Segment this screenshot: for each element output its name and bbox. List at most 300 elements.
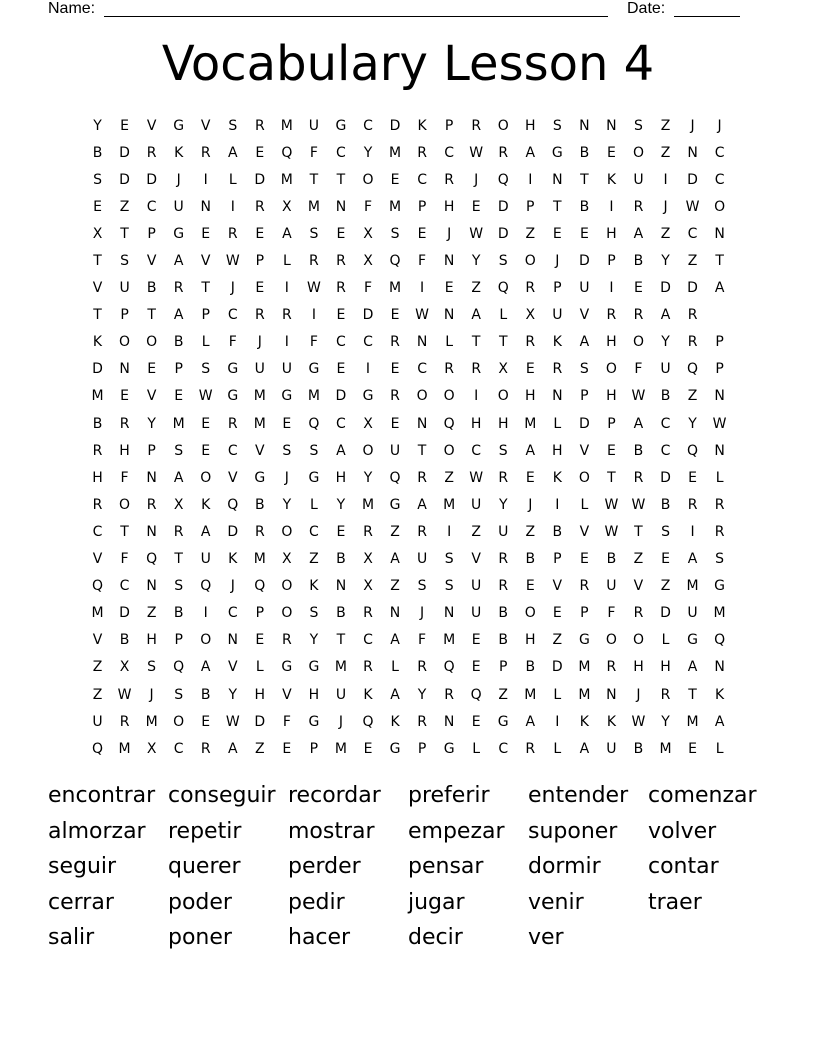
grid-letter[interactable]: R (417, 523, 427, 540)
grid-letter[interactable]: S (201, 361, 211, 378)
grid-letter[interactable]: V (579, 523, 590, 540)
grid-letter[interactable]: U (579, 280, 590, 297)
grid-letter[interactable]: R (687, 334, 698, 351)
grid-letter[interactable]: U (606, 740, 617, 757)
grid-letter[interactable]: W (604, 523, 619, 540)
grid-letter[interactable]: P (580, 605, 589, 622)
grid-letter[interactable]: Y (93, 117, 102, 134)
grid-letter[interactable]: G (254, 469, 266, 486)
grid-letter[interactable]: R (633, 605, 644, 622)
grid-letter[interactable]: J (257, 334, 262, 351)
grid-letter[interactable]: M (172, 415, 185, 432)
grid-letter[interactable]: A (525, 144, 536, 161)
grid-letter[interactable]: R (254, 307, 265, 324)
grid-letter[interactable]: Z (471, 523, 481, 540)
grid-letter[interactable]: E (606, 144, 616, 161)
grid-letter[interactable]: T (688, 686, 697, 703)
grid-letter[interactable]: S (498, 253, 508, 270)
grid-letter[interactable]: Q (687, 442, 699, 459)
grid-letter[interactable]: S (174, 578, 184, 595)
grid-letter[interactable]: L (715, 469, 724, 486)
grid-letter[interactable]: D (254, 171, 266, 188)
grid-letter[interactable]: E (201, 442, 211, 459)
grid-letter[interactable]: F (120, 469, 129, 486)
grid-letter[interactable]: F (634, 361, 643, 378)
grid-letter[interactable]: G (308, 659, 320, 676)
grid-letter[interactable]: E (471, 659, 481, 676)
grid-letter[interactable]: R (687, 496, 698, 513)
grid-letter[interactable]: Z (390, 523, 400, 540)
grid-letter[interactable]: D (335, 388, 347, 405)
grid-letter[interactable]: I (528, 171, 533, 188)
grid-letter[interactable]: R (363, 659, 373, 676)
grid-letter[interactable]: Y (147, 415, 156, 432)
grid-letter[interactable]: C (498, 740, 509, 757)
grid-letter[interactable]: A (687, 659, 698, 676)
grid-letter[interactable]: T (417, 442, 427, 459)
grid-letter[interactable]: R (254, 117, 265, 134)
grid-letter[interactable]: E (471, 713, 481, 730)
grid-letter[interactable]: R (227, 415, 238, 432)
grid-letter[interactable]: P (147, 225, 156, 242)
grid-letter[interactable]: J (420, 605, 425, 622)
grid-letter[interactable]: W (631, 388, 646, 405)
grid-letter[interactable]: N (335, 578, 347, 595)
grid-letter[interactable]: O (714, 198, 726, 215)
grid-letter[interactable]: I (230, 198, 235, 215)
grid-letter[interactable]: O (497, 388, 509, 405)
grid-letter[interactable]: B (633, 253, 644, 270)
grid-letter[interactable]: Q (714, 632, 726, 649)
grid-letter[interactable]: T (93, 307, 102, 324)
grid-letter[interactable]: C (471, 442, 482, 459)
grid-letter[interactable]: D (227, 523, 239, 540)
grid-letter[interactable]: J (636, 686, 641, 703)
grid-letter[interactable]: G (389, 740, 401, 757)
grid-letter[interactable]: E (120, 388, 129, 405)
grid-letter[interactable]: G (389, 496, 401, 513)
grid-letter[interactable]: A (390, 686, 400, 703)
grid-letter[interactable]: R (660, 686, 671, 703)
grid-letter[interactable]: H (660, 659, 671, 676)
grid-letter[interactable]: T (634, 523, 643, 540)
grid-letter[interactable]: E (444, 280, 454, 297)
grid-letter[interactable]: T (120, 523, 129, 540)
grid-letter[interactable]: B (173, 605, 184, 622)
grid-letter[interactable]: C (660, 415, 671, 432)
grid-letter[interactable]: R (498, 144, 509, 161)
grid-letter[interactable]: S (444, 578, 454, 595)
grid-letter[interactable]: H (92, 469, 103, 486)
grid-letter[interactable]: L (391, 659, 399, 676)
grid-letter[interactable]: R (471, 117, 482, 134)
grid-letter[interactable]: E (255, 280, 265, 297)
grid-letter[interactable]: A (417, 496, 427, 513)
grid-letter[interactable]: Y (363, 469, 373, 486)
grid-letter[interactable]: I (203, 171, 208, 188)
grid-letter[interactable]: S (282, 442, 292, 459)
grid-letter[interactable]: Q (173, 659, 185, 676)
grid-letter[interactable]: Y (498, 496, 508, 513)
grid-letter[interactable]: U (119, 280, 130, 297)
grid-letter[interactable]: O (605, 632, 617, 649)
grid-letter[interactable]: S (174, 686, 184, 703)
grid-letter[interactable]: M (307, 388, 320, 405)
grid-letter[interactable]: R (363, 605, 373, 622)
grid-letter[interactable]: N (443, 605, 455, 622)
grid-letter[interactable]: E (688, 469, 697, 486)
grid-letter[interactable]: O (119, 496, 131, 513)
grid-letter[interactable]: B (255, 496, 265, 513)
grid-letter[interactable]: A (579, 334, 590, 351)
grid-letter[interactable]: N (714, 659, 725, 676)
grid-letter[interactable]: O (362, 171, 374, 188)
grid-letter[interactable]: Q (362, 713, 374, 730)
grid-letter[interactable]: R (525, 334, 536, 351)
grid-letter[interactable]: C (660, 442, 671, 459)
grid-letter[interactable]: E (282, 415, 292, 432)
grid-letter[interactable]: E (688, 740, 697, 757)
grid-letter[interactable]: P (174, 632, 183, 649)
grid-letter[interactable]: P (553, 280, 562, 297)
grid-letter[interactable]: W (685, 198, 700, 215)
grid-letter[interactable]: Y (471, 253, 481, 270)
grid-letter[interactable]: M (307, 198, 320, 215)
date-blank-line[interactable] (674, 16, 740, 17)
grid-letter[interactable]: X (146, 740, 157, 757)
grid-letter[interactable]: G (227, 388, 239, 405)
grid-letter[interactable]: N (227, 632, 238, 649)
grid-letter[interactable]: P (147, 442, 156, 459)
grid-letter[interactable]: R (200, 144, 211, 161)
grid-letter[interactable]: A (390, 551, 400, 568)
grid-letter[interactable]: E (93, 198, 102, 215)
grid-letter[interactable]: R (633, 307, 644, 324)
grid-letter[interactable]: N (146, 578, 157, 595)
grid-letter[interactable]: G (227, 361, 239, 378)
grid-letter[interactable]: L (472, 740, 481, 757)
grid-letter[interactable]: O (200, 632, 212, 649)
grid-letter[interactable]: L (309, 496, 318, 513)
grid-letter[interactable]: N (200, 198, 211, 215)
grid-letter[interactable]: Y (661, 713, 670, 730)
grid-letter[interactable]: O (362, 442, 374, 459)
grid-letter[interactable]: B (498, 632, 509, 649)
grid-letter[interactable]: V (146, 253, 157, 270)
grid-letter[interactable]: I (311, 307, 316, 324)
grid-letter[interactable]: O (632, 334, 644, 351)
grid-letter[interactable]: G (551, 144, 563, 161)
grid-letter[interactable]: D (578, 415, 590, 432)
grid-letter[interactable]: Q (281, 144, 293, 161)
grid-letter[interactable]: A (200, 523, 211, 540)
grid-letter[interactable]: W (415, 307, 429, 324)
grid-letter[interactable]: R (119, 415, 130, 432)
grid-letter[interactable]: D (389, 117, 401, 134)
name-blank-line[interactable] (104, 16, 608, 17)
grid-letter[interactable]: C (227, 307, 238, 324)
grid-letter[interactable]: R (146, 496, 157, 513)
grid-letter[interactable]: N (714, 225, 725, 242)
grid-letter[interactable]: P (309, 740, 319, 757)
grid-letter[interactable]: H (443, 198, 455, 215)
grid-letter[interactable]: U (660, 361, 671, 378)
grid-letter[interactable]: N (714, 442, 725, 459)
grid-letter[interactable]: T (93, 253, 102, 270)
grid-letter[interactable]: D (687, 171, 698, 188)
grid-letter[interactable]: B (200, 686, 211, 703)
grid-letter[interactable]: K (417, 117, 427, 134)
grid-letter[interactable]: F (363, 198, 373, 215)
grid-letter[interactable]: L (282, 253, 291, 270)
grid-letter[interactable]: D (578, 253, 590, 270)
grid-letter[interactable]: O (281, 523, 293, 540)
grid-letter[interactable]: Y (688, 415, 697, 432)
grid-letter[interactable]: Z (660, 117, 671, 134)
grid-letter[interactable]: H (254, 686, 266, 703)
grid-letter[interactable]: E (579, 551, 589, 568)
grid-letter[interactable]: N (579, 117, 590, 134)
grid-letter[interactable]: C (227, 442, 238, 459)
grid-letter[interactable]: M (713, 605, 726, 622)
grid-letter[interactable]: E (336, 225, 346, 242)
grid-letter[interactable]: E (336, 361, 346, 378)
grid-letter[interactable]: H (308, 686, 320, 703)
grid-letter[interactable]: X (282, 551, 292, 568)
grid-letter[interactable]: A (633, 225, 644, 242)
grid-letter[interactable]: F (418, 632, 427, 649)
grid-letter[interactable]: R (525, 740, 536, 757)
grid-letter[interactable]: U (471, 496, 482, 513)
grid-letter[interactable]: E (606, 442, 616, 459)
grid-letter[interactable]: S (174, 442, 184, 459)
grid-letter[interactable]: H (525, 388, 536, 405)
grid-letter[interactable]: M (524, 415, 537, 432)
grid-letter[interactable]: S (390, 225, 400, 242)
grid-letter[interactable]: T (471, 334, 481, 351)
grid-letter[interactable]: B (92, 415, 103, 432)
grid-letter[interactable]: B (119, 632, 130, 649)
grid-letter[interactable]: R (444, 686, 454, 703)
grid-letter[interactable]: I (284, 280, 289, 297)
grid-letter[interactable]: Z (687, 388, 698, 405)
grid-letter[interactable]: O (281, 605, 293, 622)
grid-letter[interactable]: Q (470, 686, 482, 703)
grid-letter[interactable]: M (280, 117, 293, 134)
grid-letter[interactable]: E (525, 361, 535, 378)
grid-letter[interactable]: C (363, 334, 373, 351)
grid-letter[interactable]: B (606, 551, 617, 568)
grid-letter[interactable]: T (336, 171, 346, 188)
grid-letter[interactable]: A (471, 307, 481, 324)
grid-letter[interactable]: C (309, 523, 319, 540)
grid-letter[interactable]: B (633, 740, 644, 757)
grid-letter[interactable]: R (444, 171, 454, 188)
grid-letter[interactable]: T (336, 632, 346, 649)
grid-letter[interactable]: N (146, 469, 157, 486)
grid-letter[interactable]: L (445, 334, 454, 351)
grid-letter[interactable]: A (200, 659, 211, 676)
grid-letter[interactable]: J (338, 713, 344, 730)
grid-letter[interactable]: L (553, 740, 562, 757)
grid-letter[interactable]: D (119, 144, 130, 161)
grid-letter[interactable]: V (471, 551, 481, 568)
grid-letter[interactable]: V (227, 469, 238, 486)
grid-letter[interactable]: P (580, 388, 589, 405)
grid-letter[interactable]: P (444, 117, 454, 134)
grid-letter[interactable]: C (363, 117, 373, 134)
grid-letter[interactable]: X (119, 659, 130, 676)
grid-letter[interactable]: S (552, 117, 562, 134)
grid-letter[interactable]: R (92, 496, 103, 513)
grid-letter[interactable]: B (525, 551, 536, 568)
grid-letter[interactable]: E (552, 605, 562, 622)
grid-letter[interactable]: S (498, 442, 508, 459)
grid-letter[interactable]: T (147, 307, 156, 324)
grid-letter[interactable]: X (363, 253, 373, 270)
grid-letter[interactable]: R (417, 713, 427, 730)
grid-letter[interactable]: P (417, 198, 427, 215)
grid-letter[interactable]: B (579, 198, 590, 215)
grid-letter[interactable]: R (714, 523, 725, 540)
grid-letter[interactable]: P (255, 253, 265, 270)
grid-letter[interactable]: T (580, 171, 589, 188)
grid-letter[interactable]: M (388, 280, 402, 297)
grid-letter[interactable]: N (443, 307, 455, 324)
grid-letter[interactable]: M (253, 388, 266, 405)
grid-letter[interactable]: V (579, 307, 590, 324)
grid-letter[interactable]: P (715, 334, 724, 351)
grid-letter[interactable]: K (363, 686, 373, 703)
grid-letter[interactable]: Y (228, 686, 238, 703)
grid-letter[interactable]: A (525, 713, 536, 730)
grid-letter[interactable]: I (447, 523, 452, 540)
grid-letter[interactable]: F (309, 144, 318, 161)
grid-letter[interactable]: J (284, 469, 289, 486)
grid-letter[interactable]: V (200, 253, 211, 270)
grid-letter[interactable]: B (579, 144, 590, 161)
grid-letter[interactable]: N (389, 605, 401, 622)
grid-letter[interactable]: R (633, 198, 644, 215)
grid-letter[interactable]: E (417, 225, 427, 242)
grid-letter[interactable]: S (309, 225, 319, 242)
grid-letter[interactable]: U (389, 442, 401, 459)
grid-letter[interactable]: V (146, 388, 157, 405)
grid-letter[interactable]: C (336, 334, 346, 351)
grid-letter[interactable]: R (444, 361, 454, 378)
grid-letter[interactable]: A (714, 280, 725, 297)
grid-letter[interactable]: Q (443, 415, 455, 432)
grid-letter[interactable]: R (254, 198, 265, 215)
grid-letter[interactable]: H (606, 334, 617, 351)
grid-letter[interactable]: U (281, 361, 292, 378)
grid-letter[interactable]: B (92, 144, 103, 161)
grid-letter[interactable]: P (607, 415, 616, 432)
grid-letter[interactable]: V (552, 578, 563, 595)
grid-letter[interactable]: A (660, 307, 671, 324)
grid-letter[interactable]: H (470, 415, 482, 432)
grid-letter[interactable]: M (145, 713, 158, 730)
grid-letter[interactable]: U (416, 551, 428, 568)
grid-letter[interactable]: A (525, 442, 536, 459)
grid-letter[interactable]: X (363, 225, 373, 242)
grid-letter[interactable]: U (200, 551, 211, 568)
grid-letter[interactable]: A (390, 632, 400, 649)
grid-letter[interactable]: E (255, 632, 265, 649)
grid-letter[interactable]: R (281, 307, 292, 324)
grid-letter[interactable]: X (525, 307, 536, 324)
grid-letter[interactable]: C (714, 171, 725, 188)
grid-letter[interactable]: H (606, 388, 617, 405)
grid-letter[interactable]: I (609, 198, 614, 215)
grid-letter[interactable]: S (715, 551, 725, 568)
grid-letter[interactable]: R (714, 496, 725, 513)
grid-letter[interactable]: O (497, 117, 509, 134)
grid-letter[interactable]: Y (282, 496, 292, 513)
grid-letter[interactable]: E (552, 225, 562, 242)
grid-letter[interactable]: L (201, 334, 210, 351)
grid-letter[interactable]: R (200, 740, 211, 757)
grid-letter[interactable]: V (92, 551, 103, 568)
grid-letter[interactable]: W (469, 144, 484, 161)
grid-letter[interactable]: W (469, 225, 484, 242)
grid-letter[interactable]: P (201, 307, 210, 324)
grid-letter[interactable]: Z (471, 280, 481, 297)
grid-letter[interactable]: O (119, 334, 131, 351)
grid-letter[interactable]: C (92, 523, 103, 540)
grid-letter[interactable]: D (254, 713, 266, 730)
grid-letter[interactable]: N (416, 415, 428, 432)
grid-letter[interactable]: G (578, 632, 590, 649)
grid-letter[interactable]: G (497, 713, 509, 730)
grid-letter[interactable]: H (525, 117, 536, 134)
grid-letter[interactable]: Q (92, 578, 104, 595)
grid-letter[interactable]: F (309, 334, 318, 351)
grid-letter[interactable]: P (607, 253, 616, 270)
grid-letter[interactable]: I (690, 523, 695, 540)
grid-letter[interactable]: H (633, 659, 644, 676)
grid-letter[interactable]: S (147, 659, 157, 676)
grid-letter[interactable]: Z (498, 686, 509, 703)
grid-letter[interactable]: R (281, 632, 292, 649)
grid-letter[interactable]: J (717, 117, 722, 134)
grid-letter[interactable]: G (281, 659, 293, 676)
grid-letter[interactable]: B (173, 334, 184, 351)
grid-letter[interactable]: E (255, 144, 265, 161)
grid-letter[interactable]: V (92, 280, 103, 297)
grid-letter[interactable]: S (634, 117, 643, 134)
grid-letter[interactable]: J (690, 117, 695, 134)
grid-letter[interactable]: B (336, 551, 346, 568)
grid-letter[interactable]: L (255, 659, 264, 676)
grid-letter[interactable]: R (606, 307, 617, 324)
grid-letter[interactable]: R (390, 388, 400, 405)
grid-letter[interactable]: T (174, 551, 183, 568)
grid-letter[interactable]: E (201, 415, 211, 432)
grid-letter[interactable]: D (119, 171, 130, 188)
grid-letter[interactable]: D (362, 307, 374, 324)
grid-letter[interactable]: A (633, 415, 644, 432)
grid-letter[interactable]: G (687, 632, 698, 649)
grid-letter[interactable]: M (253, 551, 266, 568)
grid-letter[interactable]: R (390, 334, 400, 351)
grid-letter[interactable]: K (390, 713, 400, 730)
grid-letter[interactable]: T (498, 334, 508, 351)
grid-letter[interactable]: O (173, 713, 185, 730)
grid-letter[interactable]: R (363, 523, 373, 540)
grid-letter[interactable]: R (173, 523, 184, 540)
grid-letter[interactable]: Q (687, 361, 699, 378)
